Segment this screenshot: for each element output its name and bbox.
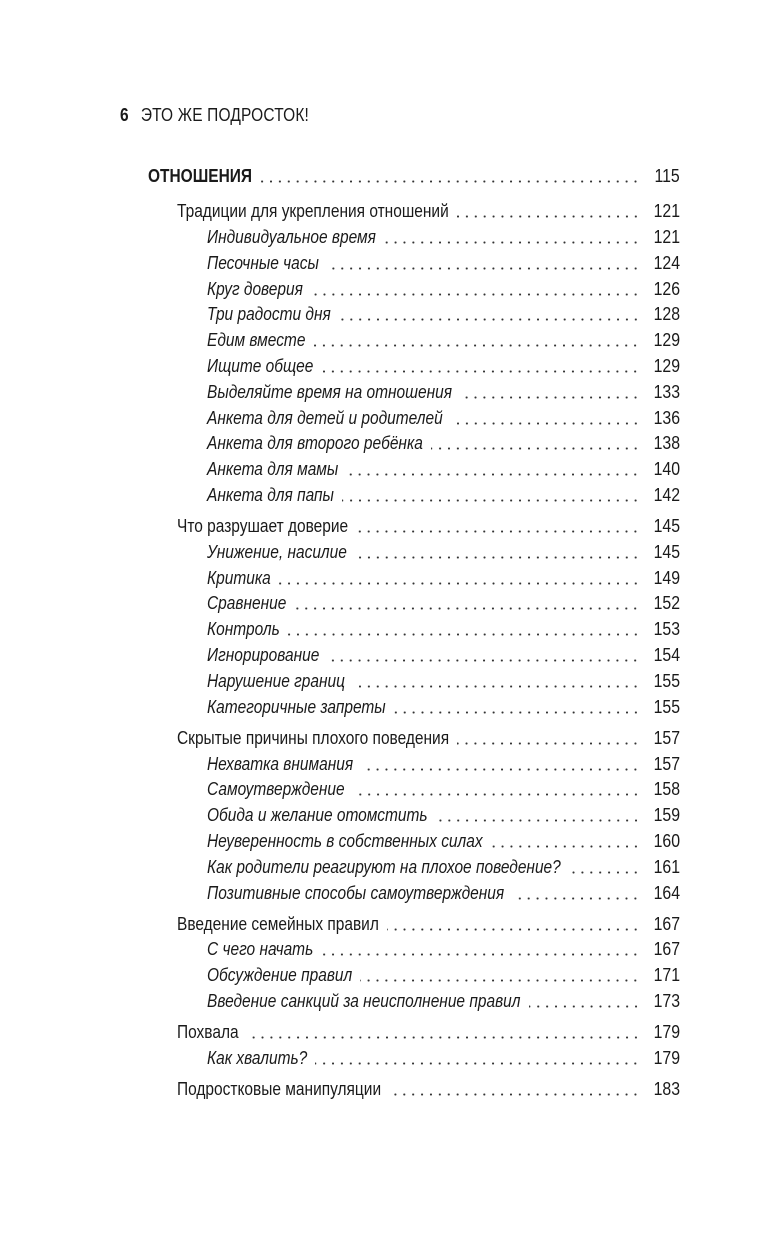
- book-title: ЭТО ЖЕ ПОДРОСТОК!: [140, 105, 310, 125]
- dot-leader: [384, 230, 640, 244]
- toc-entry-title: Введение санкций за неисполнение правил: [207, 991, 521, 1011]
- toc-page-number: 167: [653, 939, 680, 960]
- toc-page-number: 145: [653, 516, 680, 536]
- toc-section-row: [0, 725, 768, 751]
- toc-section-row: [0, 1019, 768, 1045]
- toc-entry-title: Что разрушает доверие: [177, 516, 349, 536]
- dot-leader: [342, 488, 640, 502]
- dot-leader: [491, 834, 640, 848]
- toc-subsection-row: [0, 1045, 768, 1071]
- toc-entry-title: Введение семейных правил: [177, 913, 379, 934]
- toc-entry-title: Едим вместе: [207, 330, 306, 351]
- dot-leader: [387, 917, 640, 931]
- toc-page-number: 157: [653, 727, 680, 748]
- toc-page-number: 126: [653, 278, 680, 299]
- toc-subsection-row: [0, 276, 768, 302]
- dot-leader: [431, 436, 640, 450]
- toc-subsection-row: [0, 224, 768, 250]
- toc-subsection-row: [0, 482, 768, 508]
- toc-page-number: 121: [653, 201, 680, 222]
- toc-page-number: 129: [653, 330, 680, 351]
- toc-entry-title: Индивидуальное время: [207, 226, 376, 247]
- dot-leader: [569, 860, 640, 874]
- toc-entry-title: Ищите общее: [207, 355, 314, 376]
- dot-leader: [360, 968, 640, 982]
- toc-page-number: 173: [653, 991, 680, 1011]
- toc-subsection-row: [0, 565, 768, 591]
- toc-entry-title: Как хвалить?: [207, 1047, 308, 1068]
- dot-leader: [346, 462, 640, 476]
- dot-leader: [353, 782, 640, 796]
- toc-subsection-row: [0, 854, 768, 880]
- toc-entry-title: Анкета для второго ребёнка: [207, 433, 423, 454]
- toc-chapter-row: [0, 163, 768, 189]
- toc-subsection-row: [0, 301, 768, 327]
- toc-subsection-row: [0, 988, 768, 1014]
- toc-entry-title: Похвала: [177, 1022, 239, 1043]
- toc-entry-title: Нехватка внимания: [207, 753, 354, 774]
- toc-entry-title: Неуверенность в собственных силах: [207, 830, 483, 851]
- toc-page-number: 138: [653, 433, 680, 454]
- dot-leader: [460, 385, 640, 399]
- toc-entry-title: Выделяйте время на отношения: [207, 381, 453, 402]
- toc-page-number: 153: [653, 619, 680, 640]
- dot-leader: [389, 1082, 640, 1096]
- toc-entry-title: Самоутверждение: [207, 779, 345, 800]
- toc-entry-title: Как родители реагируют на плохое поведение?: [207, 856, 561, 877]
- dot-leader: [311, 282, 640, 296]
- toc-page-number: 133: [653, 381, 680, 402]
- toc-section-row: [0, 911, 768, 937]
- toc-page-number: 155: [653, 696, 680, 717]
- toc-entry-title: Контроль: [207, 619, 280, 640]
- dot-leader: [327, 648, 640, 662]
- toc-page-number: 167: [653, 913, 680, 934]
- toc-entry-title: Позитивные способы самоутверждения: [207, 882, 505, 903]
- toc-entry-title: Унижение, насилие: [207, 541, 347, 562]
- toc-entry-title: Традиции для укрепления отношений: [177, 201, 449, 222]
- toc-subsection-row: [0, 642, 768, 668]
- toc-page-number: 160: [653, 830, 680, 851]
- toc-entry-title: Игнорирование: [207, 645, 320, 665]
- dot-leader: [260, 169, 640, 183]
- toc-page-number: 124: [653, 252, 680, 273]
- toc-section-row: [0, 198, 768, 224]
- toc-page-number: 115: [654, 166, 680, 186]
- toc-subsection-row: [0, 539, 768, 565]
- toc-page-number: 157: [653, 753, 680, 774]
- dot-leader: [394, 700, 640, 714]
- toc-entry-title: Круг доверия: [207, 278, 303, 299]
- page-number: 6: [120, 105, 129, 125]
- toc-subsection-row: [0, 668, 768, 694]
- dot-leader: [457, 204, 640, 218]
- dot-leader: [436, 808, 640, 822]
- dot-leader: [356, 519, 640, 533]
- dot-leader: [339, 307, 640, 321]
- toc-subsection-row: [0, 776, 768, 802]
- running-head: [120, 103, 309, 127]
- toc-subsection-row: [0, 353, 768, 379]
- toc-entry-title: Песочные часы: [207, 252, 319, 273]
- toc-subsection-row: [0, 880, 768, 906]
- toc-subsection-row: [0, 590, 768, 616]
- toc-page-number: 121: [653, 226, 680, 247]
- toc-page-number: 183: [653, 1079, 680, 1099]
- toc-page-number: 158: [653, 779, 680, 800]
- toc-page-number: 142: [653, 484, 680, 505]
- dot-leader: [327, 256, 640, 270]
- toc-entry-title: Критика: [207, 567, 271, 588]
- toc-entry-title: ОТНОШЕНИЯ: [148, 166, 253, 186]
- toc-section-row: [0, 513, 768, 539]
- toc-page-number: 179: [653, 1047, 680, 1068]
- toc-subsection-row: [0, 802, 768, 828]
- toc-entry-title: Обида и желание отомстить: [207, 805, 428, 826]
- toc-page-number: 149: [653, 567, 680, 588]
- toc-subsection-row: [0, 962, 768, 988]
- toc-entry-title: Анкета для мамы: [207, 459, 339, 480]
- toc-page-number: 179: [653, 1022, 680, 1043]
- dot-leader: [361, 757, 640, 771]
- toc-entry-title: Сравнение: [207, 593, 287, 614]
- toc-page-number: 129: [653, 355, 680, 376]
- dot-leader: [247, 1025, 640, 1039]
- toc-subsection-row: [0, 616, 768, 642]
- dot-leader: [512, 886, 640, 900]
- toc-entry-title: С чего начать: [207, 939, 314, 960]
- toc-entry-title: Скрытые причины плохого поведения: [177, 727, 450, 748]
- toc-entry-title: Обсуждение правил: [207, 965, 353, 986]
- toc-subsection-row: [0, 379, 768, 405]
- toc-page-number: 152: [653, 593, 680, 614]
- toc-subsection-row: [0, 936, 768, 962]
- toc-page-number: 161: [653, 856, 680, 877]
- toc-page-number: 145: [653, 541, 680, 562]
- toc-page-number: 155: [653, 670, 680, 691]
- toc-subsection-row: [0, 430, 768, 456]
- toc-entry-title: Три радости дня: [207, 304, 331, 325]
- toc-entry-title: Анкета для детей и родителей: [207, 407, 443, 428]
- toc-subsection-row: [0, 694, 768, 720]
- toc-subsection-row: [0, 250, 768, 276]
- toc-page-number: 154: [653, 645, 680, 665]
- toc-page-number: 159: [653, 805, 680, 826]
- dot-leader: [279, 571, 640, 585]
- toc-page-number: 136: [653, 407, 680, 428]
- dot-leader: [355, 545, 640, 559]
- toc-subsection-row: [0, 751, 768, 777]
- dot-leader: [313, 333, 640, 347]
- dot-leader: [457, 731, 640, 745]
- dot-leader: [353, 674, 640, 688]
- dot-leader: [294, 596, 640, 610]
- toc-entry-title: Нарушение границ: [207, 670, 345, 691]
- toc-subsection-row: [0, 405, 768, 431]
- dot-leader: [321, 942, 640, 956]
- dot-leader: [321, 359, 640, 373]
- toc-subsection-row: [0, 327, 768, 353]
- toc-entry-title: Анкета для папы: [207, 484, 334, 505]
- dot-leader: [315, 1051, 640, 1065]
- toc-page-number: 140: [653, 459, 680, 480]
- toc-page-number: 164: [653, 882, 680, 903]
- dot-leader: [451, 411, 640, 425]
- dot-leader: [529, 994, 640, 1008]
- toc-entry-title: Подростковые манипуляции: [177, 1079, 382, 1099]
- toc-subsection-row: [0, 456, 768, 482]
- toc-subsection-row: [0, 828, 768, 854]
- toc-page-number: 171: [653, 965, 680, 986]
- toc-section-row: [0, 1076, 768, 1102]
- toc-entry-title: Категоричные запреты: [207, 696, 386, 717]
- toc-page-number: 128: [653, 304, 680, 325]
- dot-leader: [288, 622, 640, 636]
